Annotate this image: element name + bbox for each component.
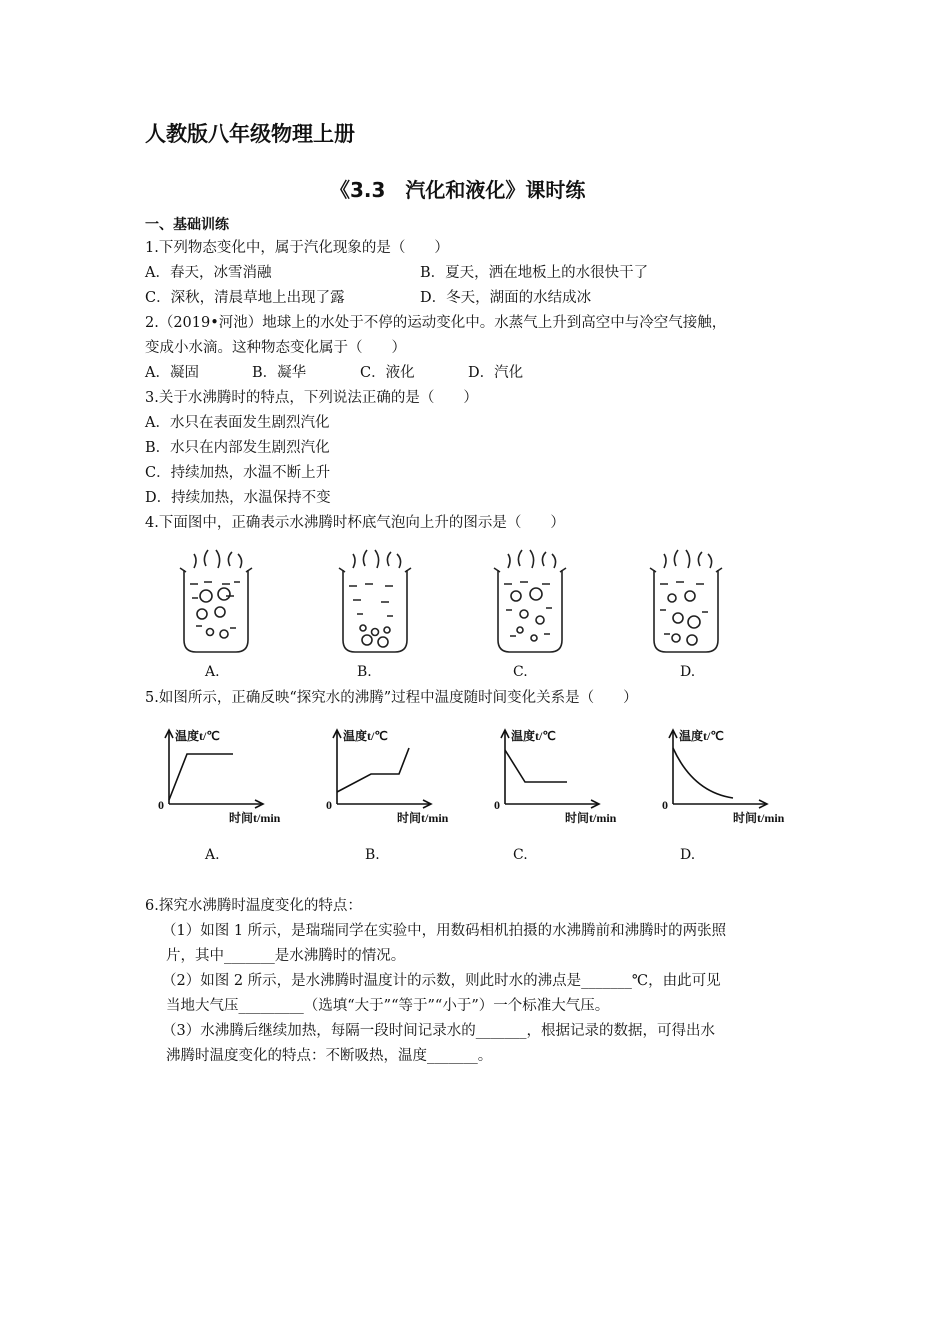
graph-c-x-label: 时间t/min: [565, 811, 617, 825]
q5-label-a: A.: [205, 847, 220, 863]
beaker-figure-a: [176, 548, 256, 658]
graph-b-x-label: 时间t/min: [397, 811, 449, 825]
q6-part2-line1: （2）如图 2 所示，是水沸腾时温度计的示数，则此时水的沸点是_______℃，由此可见: [162, 973, 721, 989]
graph-c-y-label: 温度t/℃: [511, 729, 556, 743]
graph-a-y-label: 温度t/℃: [175, 729, 220, 743]
section-title: 一、基础训练: [145, 217, 229, 233]
q5-label-c: C.: [513, 847, 528, 863]
graph-b-y-label: 温度t/℃: [343, 729, 388, 743]
q2-option-c: C．液化: [360, 365, 415, 381]
q4-label-d: D.: [680, 664, 696, 680]
q1-option-b: B．夏天，洒在地板上的水很快干了: [420, 265, 649, 281]
q2-option-d: D．汽化: [468, 365, 524, 381]
beaker-figure-c: [490, 548, 570, 658]
temperature-graph-b: [323, 726, 463, 830]
q6-part3-line1: （3）水沸腾后继续加热，每隔一段时间记录水的_______，根据记录的数据，可得出水: [162, 1023, 715, 1039]
graph-a-origin: 0: [158, 798, 164, 812]
q1-option-a: A．春天，冰雪消融: [145, 265, 272, 281]
q1-stem: 1.下列物态变化中，属于汽化现象的是（ ）: [145, 240, 449, 256]
q5-label-d: D.: [680, 847, 696, 863]
q4-label-b: B.: [357, 664, 372, 680]
q1-option-c: C．深秋，清晨草地上出现了露: [145, 290, 345, 306]
graph-d-y-label: 温度t/℃: [679, 729, 724, 743]
q3-option-c: C．持续加热，水温不断上升: [145, 465, 331, 481]
graph-a-x-label: 时间t/min: [229, 811, 281, 825]
q4-label-c: C.: [513, 664, 528, 680]
q5-stem: 5.如图所示，正确反映“探究水的沸腾”过程中温度随时间变化关系是（ ）: [145, 690, 638, 706]
beaker-figure-b: [335, 548, 415, 658]
q2-option-b: B．凝华: [252, 365, 307, 381]
q3-option-b: B．水只在内部发生剧烈汽化: [145, 440, 330, 456]
q6-part1-line1: （1）如图 1 所示，是瑞瑞同学在实验中，用数码相机拍摄的水沸腾前和沸腾时的两张照: [162, 923, 727, 939]
q4-label-a: A.: [205, 664, 220, 680]
q1-option-d: D．冬天，湖面的水结成冰: [420, 290, 592, 306]
temperature-graph-d: [659, 726, 799, 830]
graph-d-x-label: 时间t/min: [733, 811, 785, 825]
temperature-graph-a: [155, 726, 295, 830]
q6-part2-line2: 当地大气压_________（选填“大于”“等于”“小于”）一个标准大气压。: [166, 998, 610, 1014]
graph-c-origin: 0: [494, 798, 500, 812]
q3-stem: 3.关于水沸腾时的特点，下列说法正确的是（ ）: [145, 390, 478, 406]
q2-option-a: A．凝固: [145, 365, 199, 381]
q5-label-b: B.: [365, 847, 380, 863]
graph-b-origin: 0: [326, 798, 332, 812]
lesson-title: 《3.3 汽化和液化》课时练: [330, 178, 586, 202]
q6-stem: 6.探究水沸腾时温度变化的特点：: [145, 898, 362, 914]
q2-stem-line2: 变成小水滴。这种物态变化属于（ ）: [145, 340, 406, 356]
q6-part1-line2: 片，其中_______是水沸腾时的情况。: [166, 948, 406, 964]
q4-stem: 4.下面图中，正确表示水沸腾时杯底气泡向上升的图示是（ ）: [145, 515, 565, 531]
q2-stem-line1: 2.（2019•河池）地球上的水处于不停的运动变化中。水蒸气上升到高空中与冷空气接触，: [145, 315, 727, 331]
q3-option-d: D．持续加热，水温保持不变: [145, 490, 331, 506]
beaker-figure-d: [646, 548, 726, 658]
graph-d-origin: 0: [662, 798, 668, 812]
q6-part3-line2: 沸腾时温度变化的特点：不断吸热，温度_______。: [166, 1048, 493, 1064]
book-title: 人教版八年级物理上册: [145, 122, 355, 146]
temperature-graph-c: [491, 726, 631, 830]
q3-option-a: A．水只在表面发生剧烈汽化: [145, 415, 330, 431]
